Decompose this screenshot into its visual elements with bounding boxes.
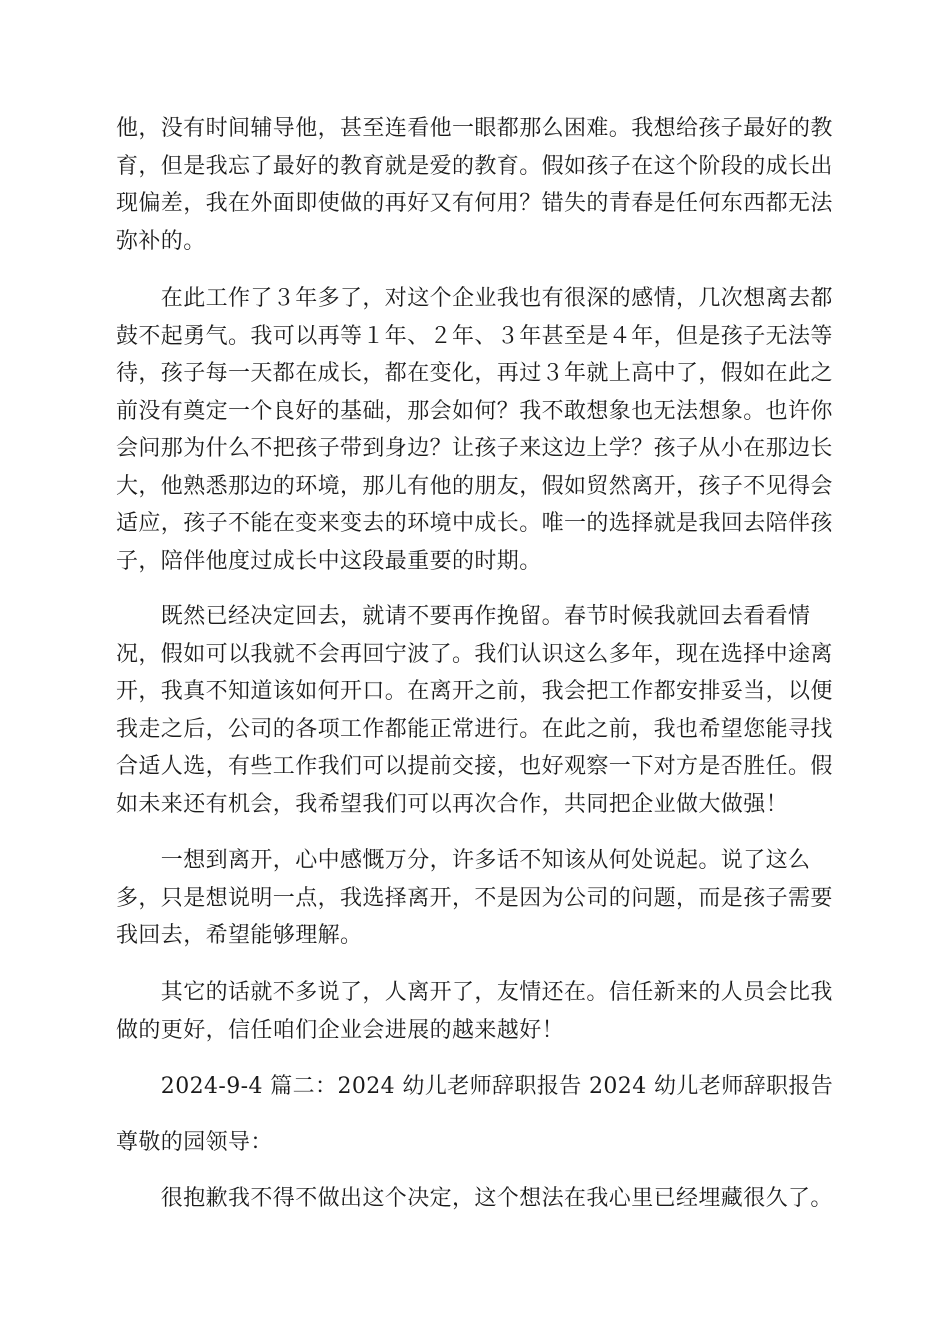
text-line: 他，没有时间辅导他，甚至连看他一眼都那么困难。我想给孩子最好的教 (116, 116, 833, 141)
text-line: 尊敬的园领导： (116, 1130, 273, 1155)
paragraph-5 (116, 974, 836, 1049)
text-line: 合适人选，有些工作我们可以提前交接，也好观察一下对方是否胜任。假 (116, 754, 833, 779)
paragraph-4 (116, 842, 836, 955)
text-line: 子，陪伴他度过成长中这段最重要的时期。 (116, 548, 542, 574)
text-line: 我走之后，公司的各项工作都能正常进行。在此之前，我也希望您能寻找 (116, 716, 833, 742)
text-line: 2024-9-4 篇二：2024 幼儿老师辞职报告 2024 幼儿老师辞职报告 (116, 1074, 834, 1099)
text-line: 现偏差，我在外面即使做的再好又有何用？错失的青春是任何东西都无法 (116, 191, 833, 216)
text-line: 鼓不起勇气。我可以再等１年、２年、３年甚至是４年，但是孩子无法等 (116, 323, 833, 349)
paragraph-2 (116, 280, 836, 580)
text-line: 况，假如可以我就不会再回宁波了。我们认识这么多年，现在选择中途离 (116, 641, 833, 667)
text-line: 育，但是我忘了最好的教育就是爱的教育。假如孩子在这个阶段的成长出 (116, 153, 833, 179)
text-line: 我回去，希望能够理解。 (116, 923, 363, 948)
text-line: 待，孩子每一天都在成长，都在变化，再过３年就上高中了，假如在此之 (116, 361, 833, 386)
text-line: 大，他熟悉那边的环境，那儿有他的朋友，假如贸然离开，孩子不见得会 (116, 473, 833, 499)
text-line: 多，只是想说明一点，我选择离开，不是因为公司的问题，而是孩子需要 (116, 885, 833, 911)
text-line: 做的更好，信任咱们企业会进展的越来越好！ (116, 1017, 565, 1043)
text-line: 弥补的。 (116, 228, 206, 254)
paragraph-6 (116, 1180, 836, 1218)
text-line: 很抱歉我不得不做出这个决定，这个想法在我心里已经埋藏很久了。 (116, 1186, 833, 1211)
text-line: 开，我真不知道该如何开口。在离开之前，我会把工作都安排妥当，以便 (116, 679, 833, 704)
salutation (116, 1124, 836, 1162)
section-heading (116, 1068, 836, 1106)
text-line: 一想到离开，心中感慨万分，许多话不知该从何处说起。说了这么 (116, 848, 811, 873)
text-line: 适应，孩子不能在变来变去的环境中成长。唯一的选择就是我回去陪伴孩 (116, 511, 833, 536)
text-line: 会问那为什么不把孩子带到身边？让孩子来这边上学？孩子从小在那边长 (116, 436, 833, 461)
text-line: 如未来还有机会，我希望我们可以再次合作，共同把企业做大做强！ (116, 791, 789, 817)
text-line: 前没有奠定一个良好的基础，那会如何？我不敢想象也无法想象。也许你 (116, 398, 833, 424)
text-line: 在此工作了３年多了，对这个企业我也有很深的感情，几次想离去都 (116, 286, 833, 311)
paragraph-1 (116, 110, 836, 260)
text-line: 既然已经决定回去，就请不要再作挽留。春节时候我就回去看看情 (116, 604, 811, 629)
text-line: 其它的话就不多说了，人离开了，友情还在。信任新来的人员会比我 (116, 980, 833, 1005)
paragraph-3 (116, 598, 836, 823)
